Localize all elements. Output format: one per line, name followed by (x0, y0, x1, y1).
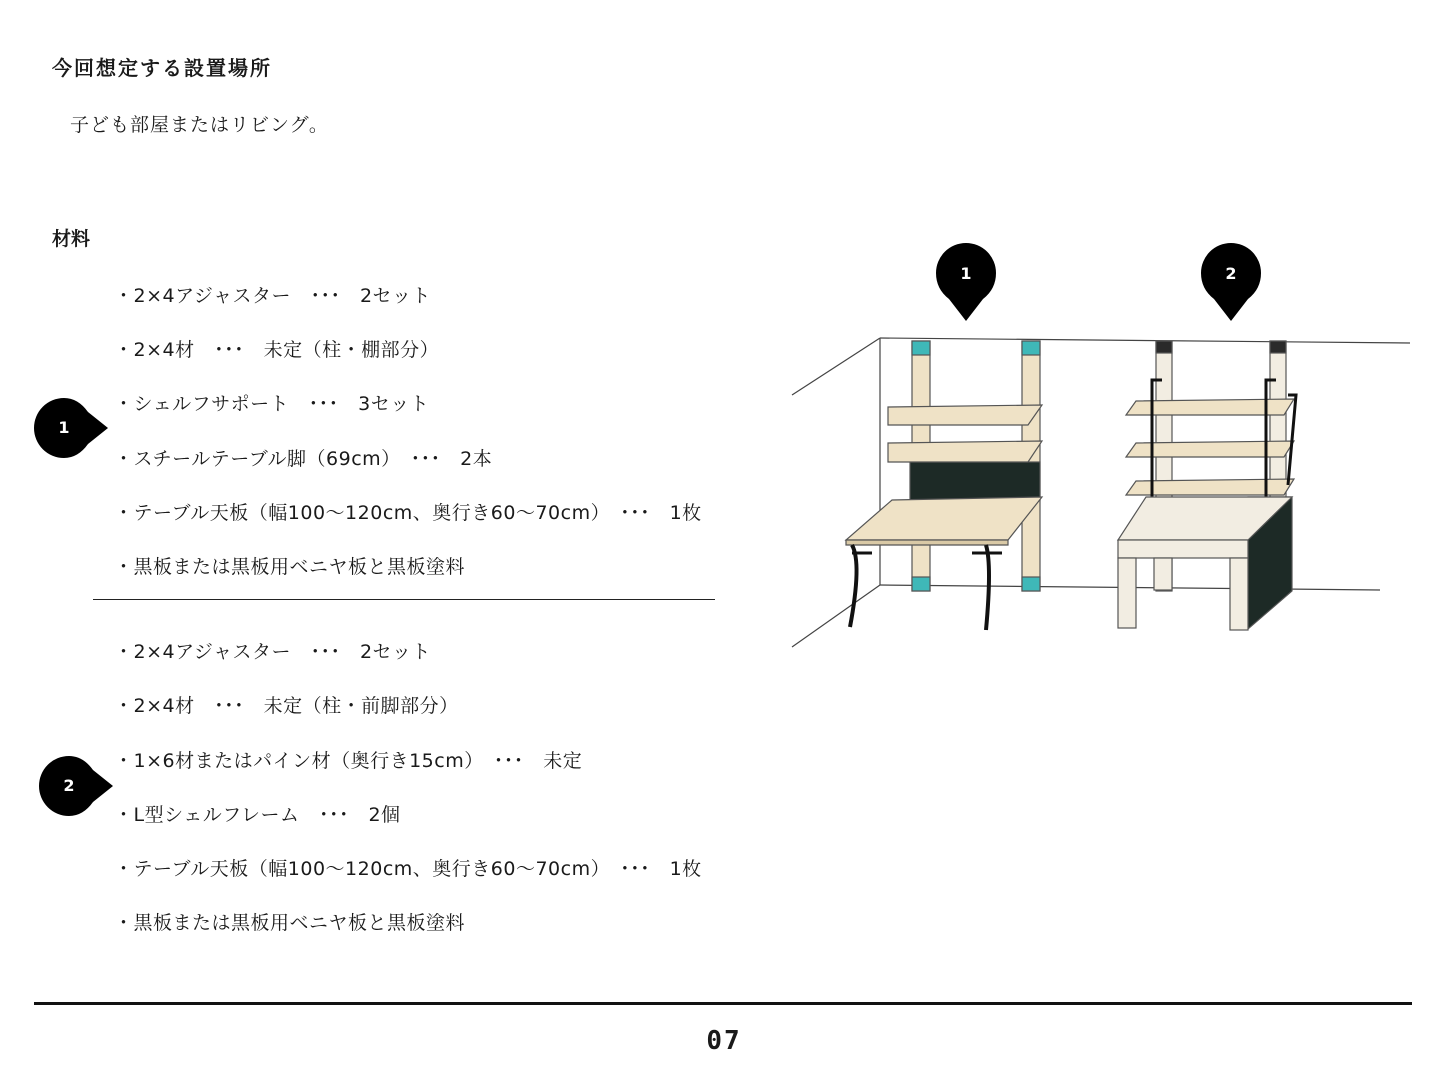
desk-2-drawing (1118, 341, 1296, 630)
list-item: ・2×4アジャスター ･･･ 2セット (114, 285, 432, 307)
pin-2-icon (1201, 243, 1261, 321)
list-item: ・2×4材 ･･･ 未定（柱・棚部分） (114, 339, 440, 361)
room-outline (792, 338, 1410, 647)
list-item: ・L型シェルフレーム ･･･ 2個 (114, 804, 401, 826)
plan-2-marker-icon (37, 754, 117, 818)
installation-place: 子ども部屋またはリビング。 (70, 114, 329, 136)
plan-1-marker-icon (32, 396, 112, 460)
materials-heading: 材料 (52, 228, 91, 250)
list-item: ・黒板または黒板用ベニヤ板と黒板塗料 (114, 556, 466, 578)
page-number: 07 (706, 1026, 742, 1056)
pin-label: 1 (960, 264, 972, 283)
pin-label: 2 (1225, 264, 1237, 283)
footer-rule (34, 1002, 1412, 1005)
pin-1-icon (936, 243, 996, 321)
list-item: ・テーブル天板（幅100〜120cm、奥行き60〜70cm） ･･･ 1枚 (114, 858, 702, 880)
plan-divider (93, 599, 715, 600)
list-item: ・2×4アジャスター ･･･ 2セット (114, 641, 432, 663)
section-heading: 今回想定する設置場所 (52, 56, 272, 80)
list-item: ・シェルフサポート ･･･ 3セット (114, 393, 430, 415)
list-item: ・黒板または黒板用ベニヤ板と黒板塗料 (114, 912, 466, 934)
list-item: ・1×6材またはパイン材（奥行き15cm） ･･･ 未定 (114, 750, 583, 772)
furniture-illustration (780, 235, 1420, 755)
list-item: ・スチールテーブル脚（69cm） ･･･ 2本 (114, 448, 493, 470)
marker-label: 2 (63, 776, 75, 795)
list-item: ・テーブル天板（幅100〜120cm、奥行き60〜70cm） ･･･ 1枚 (114, 502, 702, 524)
list-item: ・2×4材 ･･･ 未定（柱・前脚部分） (114, 695, 459, 717)
marker-label: 1 (58, 418, 70, 437)
